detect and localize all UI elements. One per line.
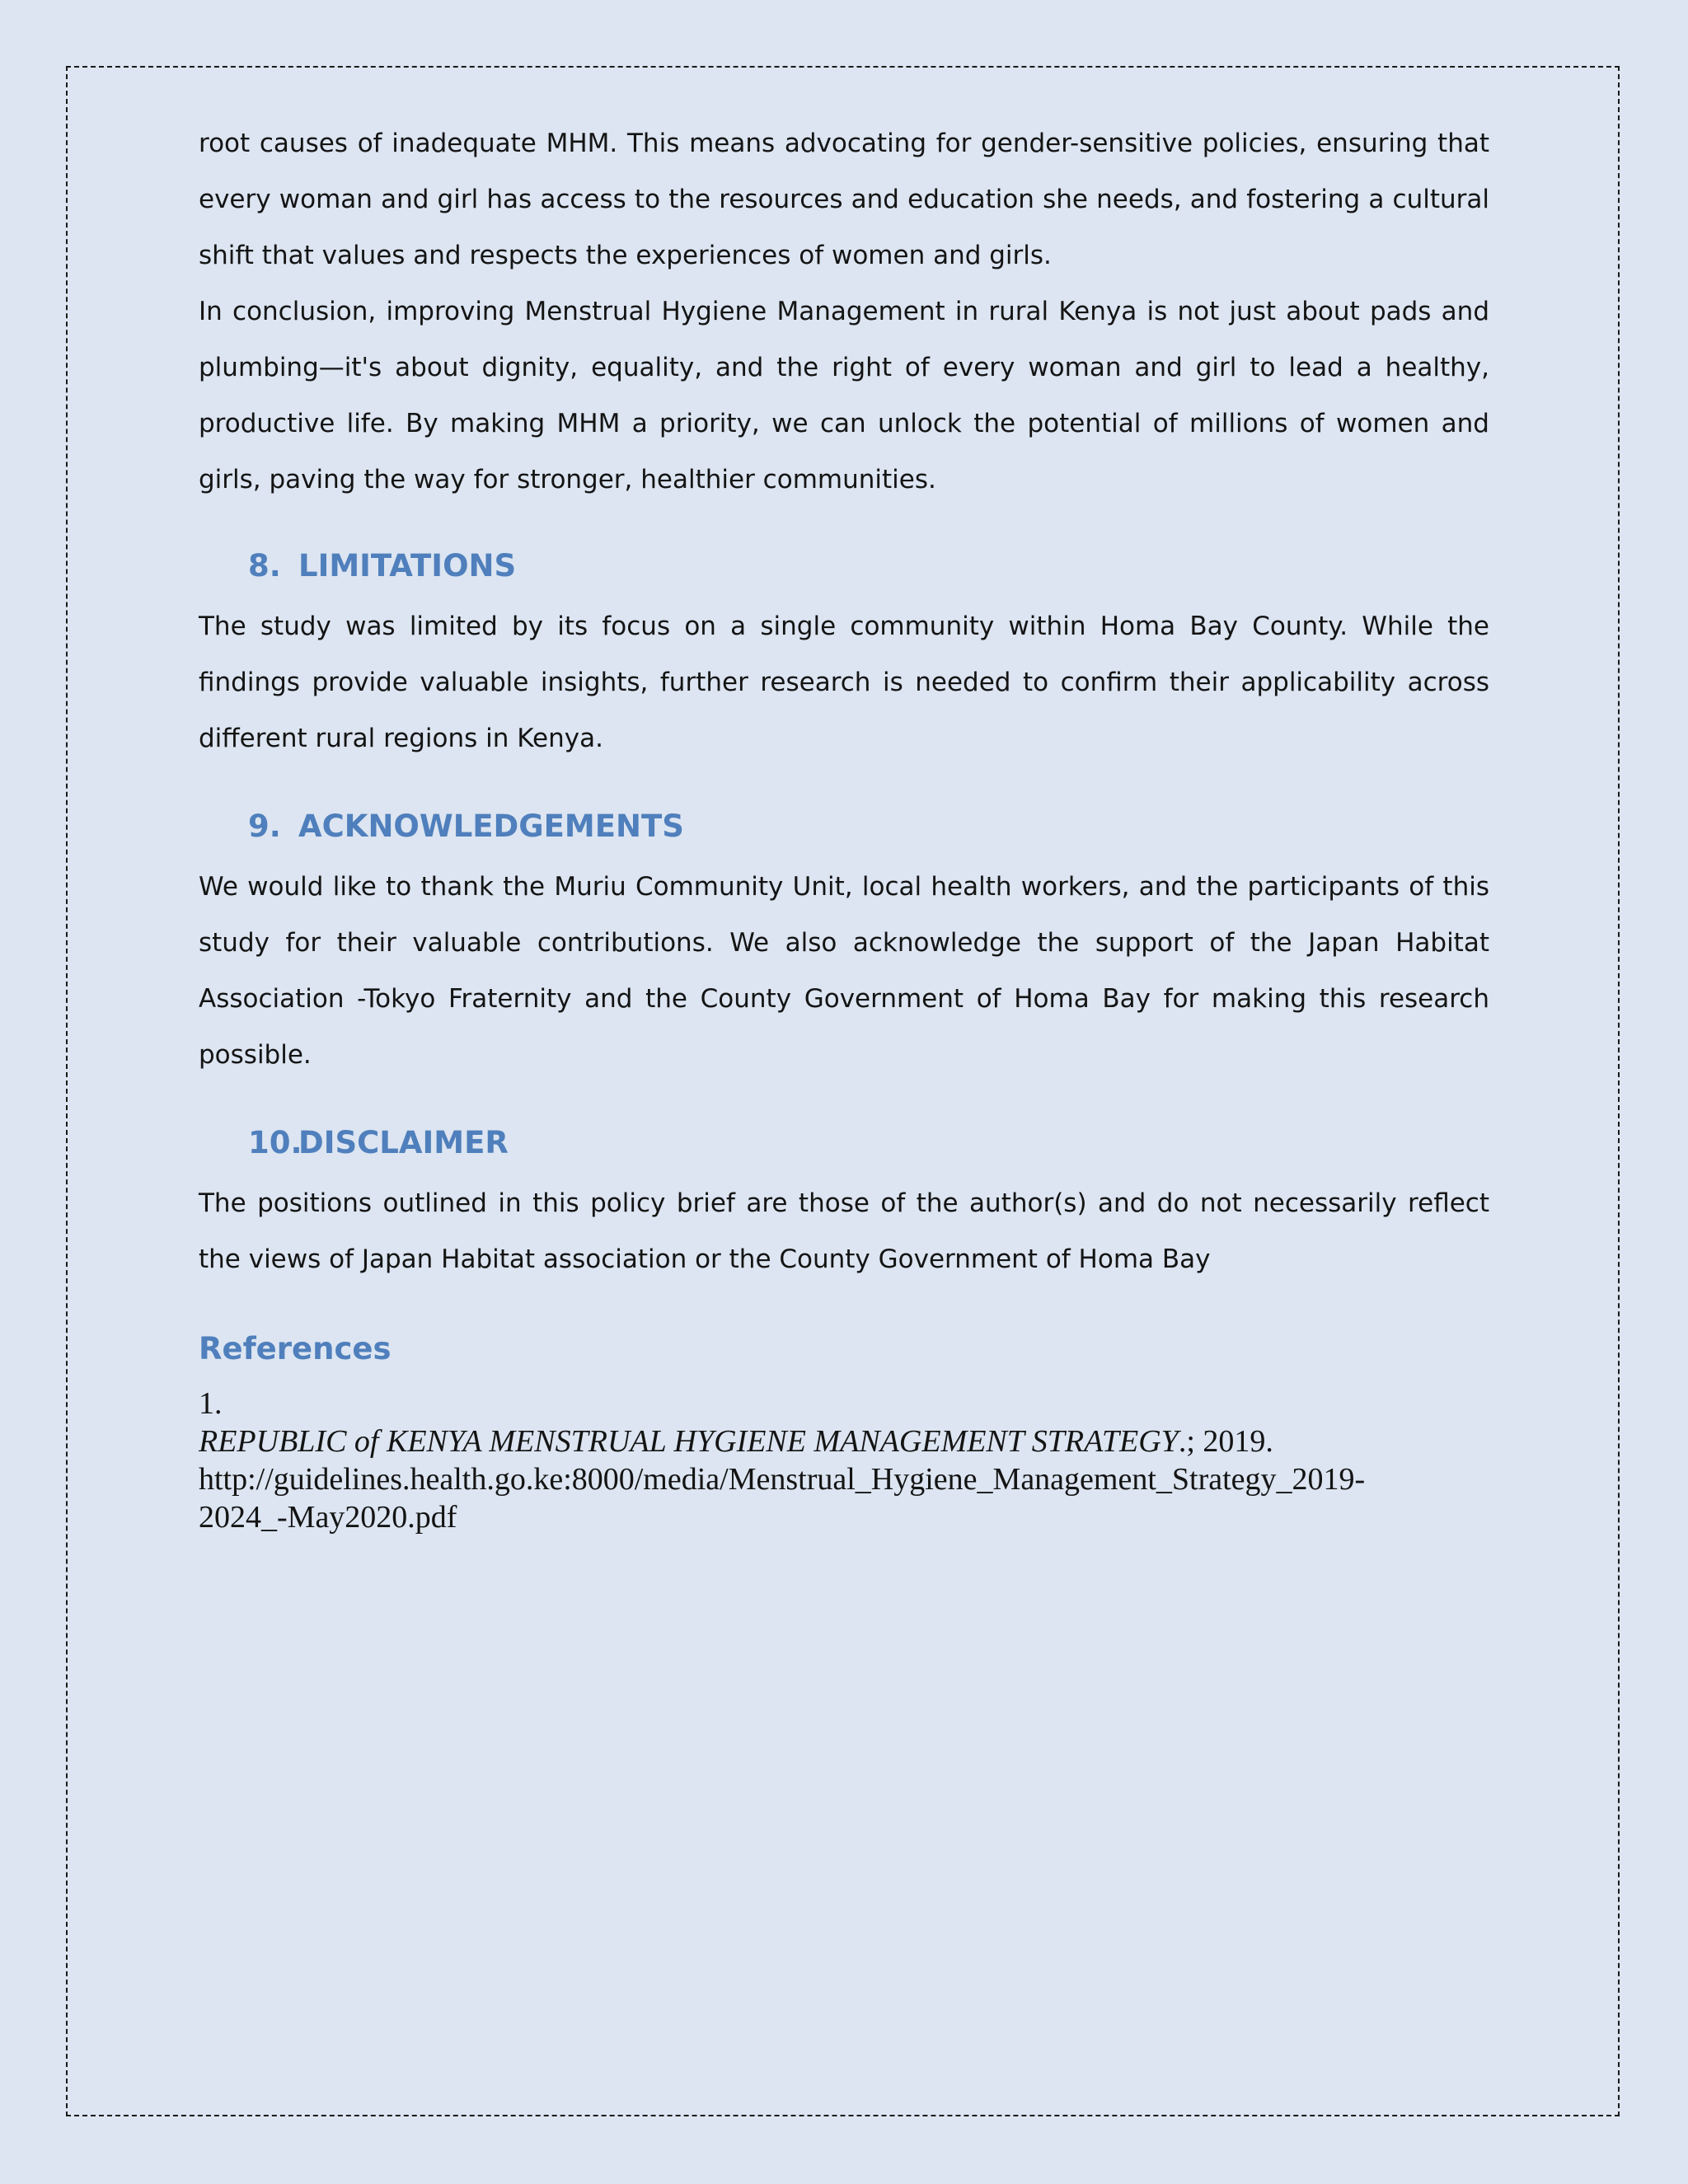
references-heading: References: [199, 1331, 392, 1366]
section-title: DISCLAIMER: [298, 1125, 509, 1160]
acknowledgements-paragraph: We would like to thank the Muriu Community Unit, local health workers, and the participants of this study for their valuable contributions. We also acknowledge the support of the Japan Habitat Association -Tokyo Fraternity and the County Government of Homa Bay for making this research possible.: [199, 872, 1489, 1070]
reference-url-line-1[interactable]: http://guidelines.health.go.ke:8000/media/Menstrual_Hygiene_Management_Strategy_2019-: [199, 1462, 1366, 1497]
document-content: [199, 115, 1489, 1536]
section-title: ACKNOWLEDGEMENTS: [298, 808, 684, 844]
reference-title: REPUBLIC of KENYA MENSTRUAL HYGIENE MANAGEMENT STRATEGY: [199, 1424, 1179, 1459]
section-title: LIMITATIONS: [298, 548, 517, 583]
reference-url[interactable]: [199, 1460, 1489, 1536]
section-heading-disclaimer: [199, 1119, 1489, 1167]
body-paragraph-1: root causes of inadequate MHM. This means advocating for gender-sensitive policies, ensuring that every woman and girl has access to the resources and education she needs, and fostering a cultural shift that values and respects the experiences of women and girls.: [199, 129, 1489, 270]
section-heading-acknowledgements: [199, 803, 1489, 851]
section-heading-limitations: [199, 542, 1489, 590]
reference-number: 1.: [199, 1386, 223, 1421]
reference-year: .; 2019.: [1178, 1424, 1273, 1459]
section-number: 10.: [248, 1125, 302, 1160]
section-number: 8.: [248, 548, 281, 583]
reference-item: [199, 1385, 1489, 1536]
body-paragraph-conclusion: In conclusion, improving Menstrual Hygiene Management in rural Kenya is not just about pads and plumbing—it's about dignity, equality, and the right of every woman and girl to lead a healthy, productive life. By making MHM a priority, we can unlock the potential of millions of women and girls, paving the way for stronger, healthier communities.: [199, 297, 1489, 494]
reference-url-line-2[interactable]: 2024_-May2020.pdf: [199, 1500, 457, 1535]
reference-citation: [199, 1422, 1489, 1460]
section-number: 9.: [248, 808, 281, 844]
disclaimer-paragraph: The positions outlined in this policy brief are those of the author(s) and do not necessarily reflect the views of Japan Habitat association or the County Government of Homa Bay: [199, 1188, 1489, 1274]
limitations-paragraph: The study was limited by its focus on a single community within Homa Bay County. While the findings provide valuable insights, further research is needed to confirm their applicability across different rural regions in Kenya.: [199, 612, 1489, 753]
